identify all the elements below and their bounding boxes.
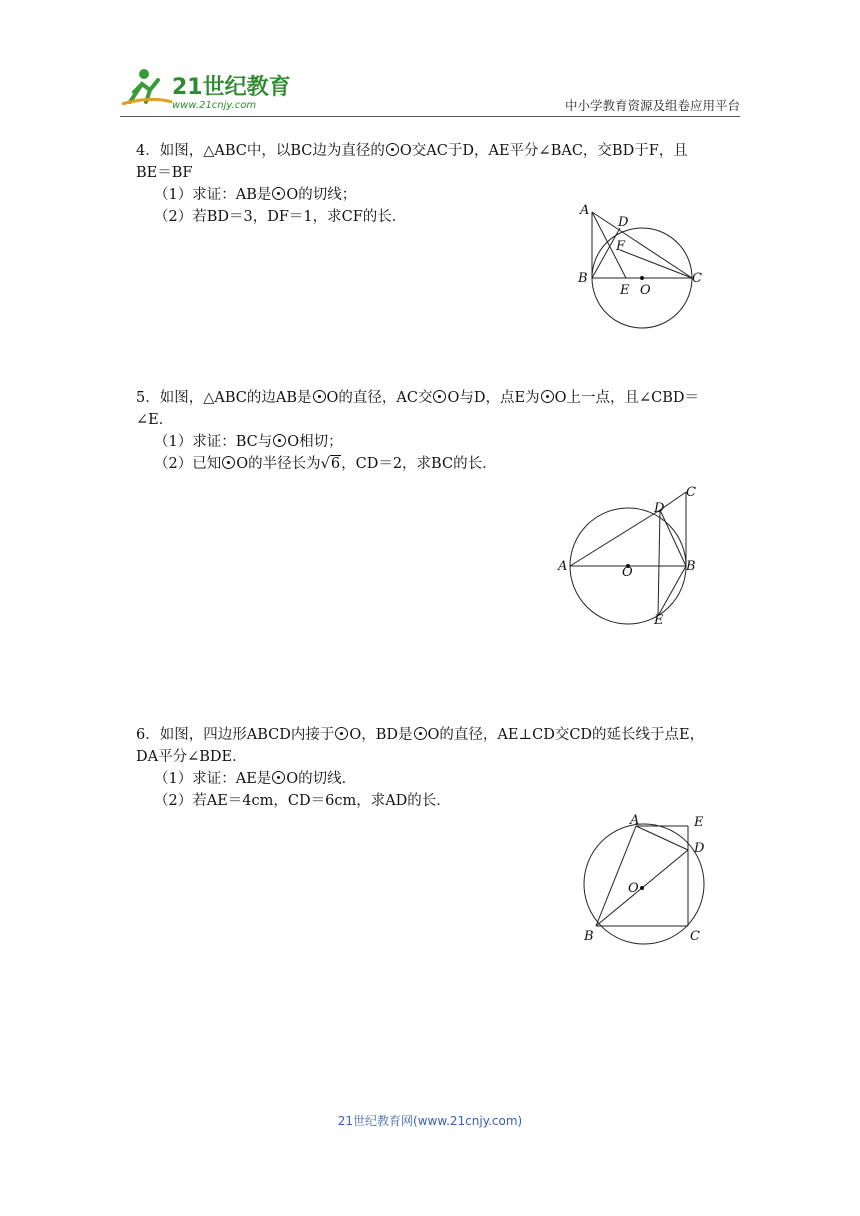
part-text: O的切线． [286,771,357,787]
point-label-D: D [654,501,665,516]
stem-text: O的直径，AE⊥CD交CD的延长线于点E， [427,727,705,743]
stem-text: O的直径，AC交 [326,390,433,406]
circle-dot-icon [273,434,286,447]
problem-6-stem [136,724,736,746]
problem-6 [136,724,736,812]
problem-number: 4． [136,143,160,159]
point-label-A: A [558,559,568,574]
figure-problem-6 [572,812,712,946]
runner-icon [122,69,172,104]
point-label-O: O [622,565,633,580]
page-header [120,62,740,118]
point-label-F: F [616,239,626,254]
circle-dot-icon [433,390,446,403]
part-text: O的半径长为 [236,456,321,472]
figure-problem-4 [570,200,710,332]
stem-text: O与D，点E为 [447,390,540,406]
stem-text: 如图，四边形ABCD内接于 [159,727,335,743]
problem-5-stem-cont: ∠E． [136,412,174,428]
point-label-E: E [694,815,704,830]
circle-dot-icon [313,390,326,403]
problem-6-part-1 [136,768,736,790]
circle-dot-icon [335,727,348,740]
stem-text: 如图，△ABC中，以BC边为直径的 [159,143,385,159]
stem-text: 如图，△ABC的边AB是 [159,390,312,406]
point-label-C: C [686,485,696,500]
part-text: （1）求证：AB是 [154,187,272,203]
header-divider [120,116,740,117]
circle-dot-icon [222,456,235,469]
point-label-A: A [630,813,640,828]
problem-number: 5． [136,390,160,406]
circle-dot-icon [272,187,285,200]
point-label-C: C [692,271,702,286]
point-label-D: D [618,215,629,230]
problem-4-stem [136,140,736,162]
page-footer: 21世纪教育网(www.21cnjy.com) [337,1114,523,1128]
logo-text: 21世纪教育 [172,75,291,100]
point-label-B: B [578,271,588,286]
part-text: ，CD＝2，求BC的长． [341,456,497,472]
problem-5-part-1 [136,431,736,453]
part-text: O的切线； [286,187,357,203]
stem-text: O交AC于D，AE平分∠BAC，交BD于F，且 [399,143,688,159]
point-label-A: A [580,203,590,218]
logo [120,62,320,114]
point-label-O: O [628,881,639,896]
point-label-C: C [690,929,700,944]
problem-5-part-2 [136,453,736,475]
point-label-B: B [584,929,594,944]
point-label-O: O [640,283,651,298]
stem-text: O上一点，且∠CBD＝ [554,390,699,406]
problem-5-stem [136,387,736,409]
circle-dot-icon [541,390,554,403]
problem-6-stem-cont: DA平分∠BDE． [136,749,247,765]
problem-4-stem-cont: BE＝BF [136,165,193,181]
problem-4-part-2: （2）若BD＝3，DF＝1，求CF的长． [154,209,407,225]
circle-dot-icon [386,143,399,156]
logo-url: www.21cnjy.com [172,100,257,111]
circle-dot-icon [414,727,427,740]
part-text: （1）求证：BC与 [154,434,273,450]
part-text: O相切； [287,434,343,450]
problem-number: 6． [136,727,160,743]
circle-dot-icon [272,771,285,784]
point-label-E: E [654,613,664,628]
problem-6-part-2: （2）若AE＝4cm，CD＝6cm，求AD的长． [154,793,451,809]
part-text: （2）已知 [154,456,222,472]
radicand: 6 [330,456,341,472]
part-text: （1）求证：AE是 [154,771,272,787]
figure-problem-5 [558,484,712,630]
point-label-E: E [620,283,630,298]
stem-text: O，BD是 [349,727,413,743]
platform-name: 中小学教育资源及组卷应用平台 [564,98,740,113]
problem-5 [136,387,736,475]
sqrt-symbol: √6 [320,456,341,472]
point-label-B: B [686,559,696,574]
point-label-D: D [694,841,705,856]
